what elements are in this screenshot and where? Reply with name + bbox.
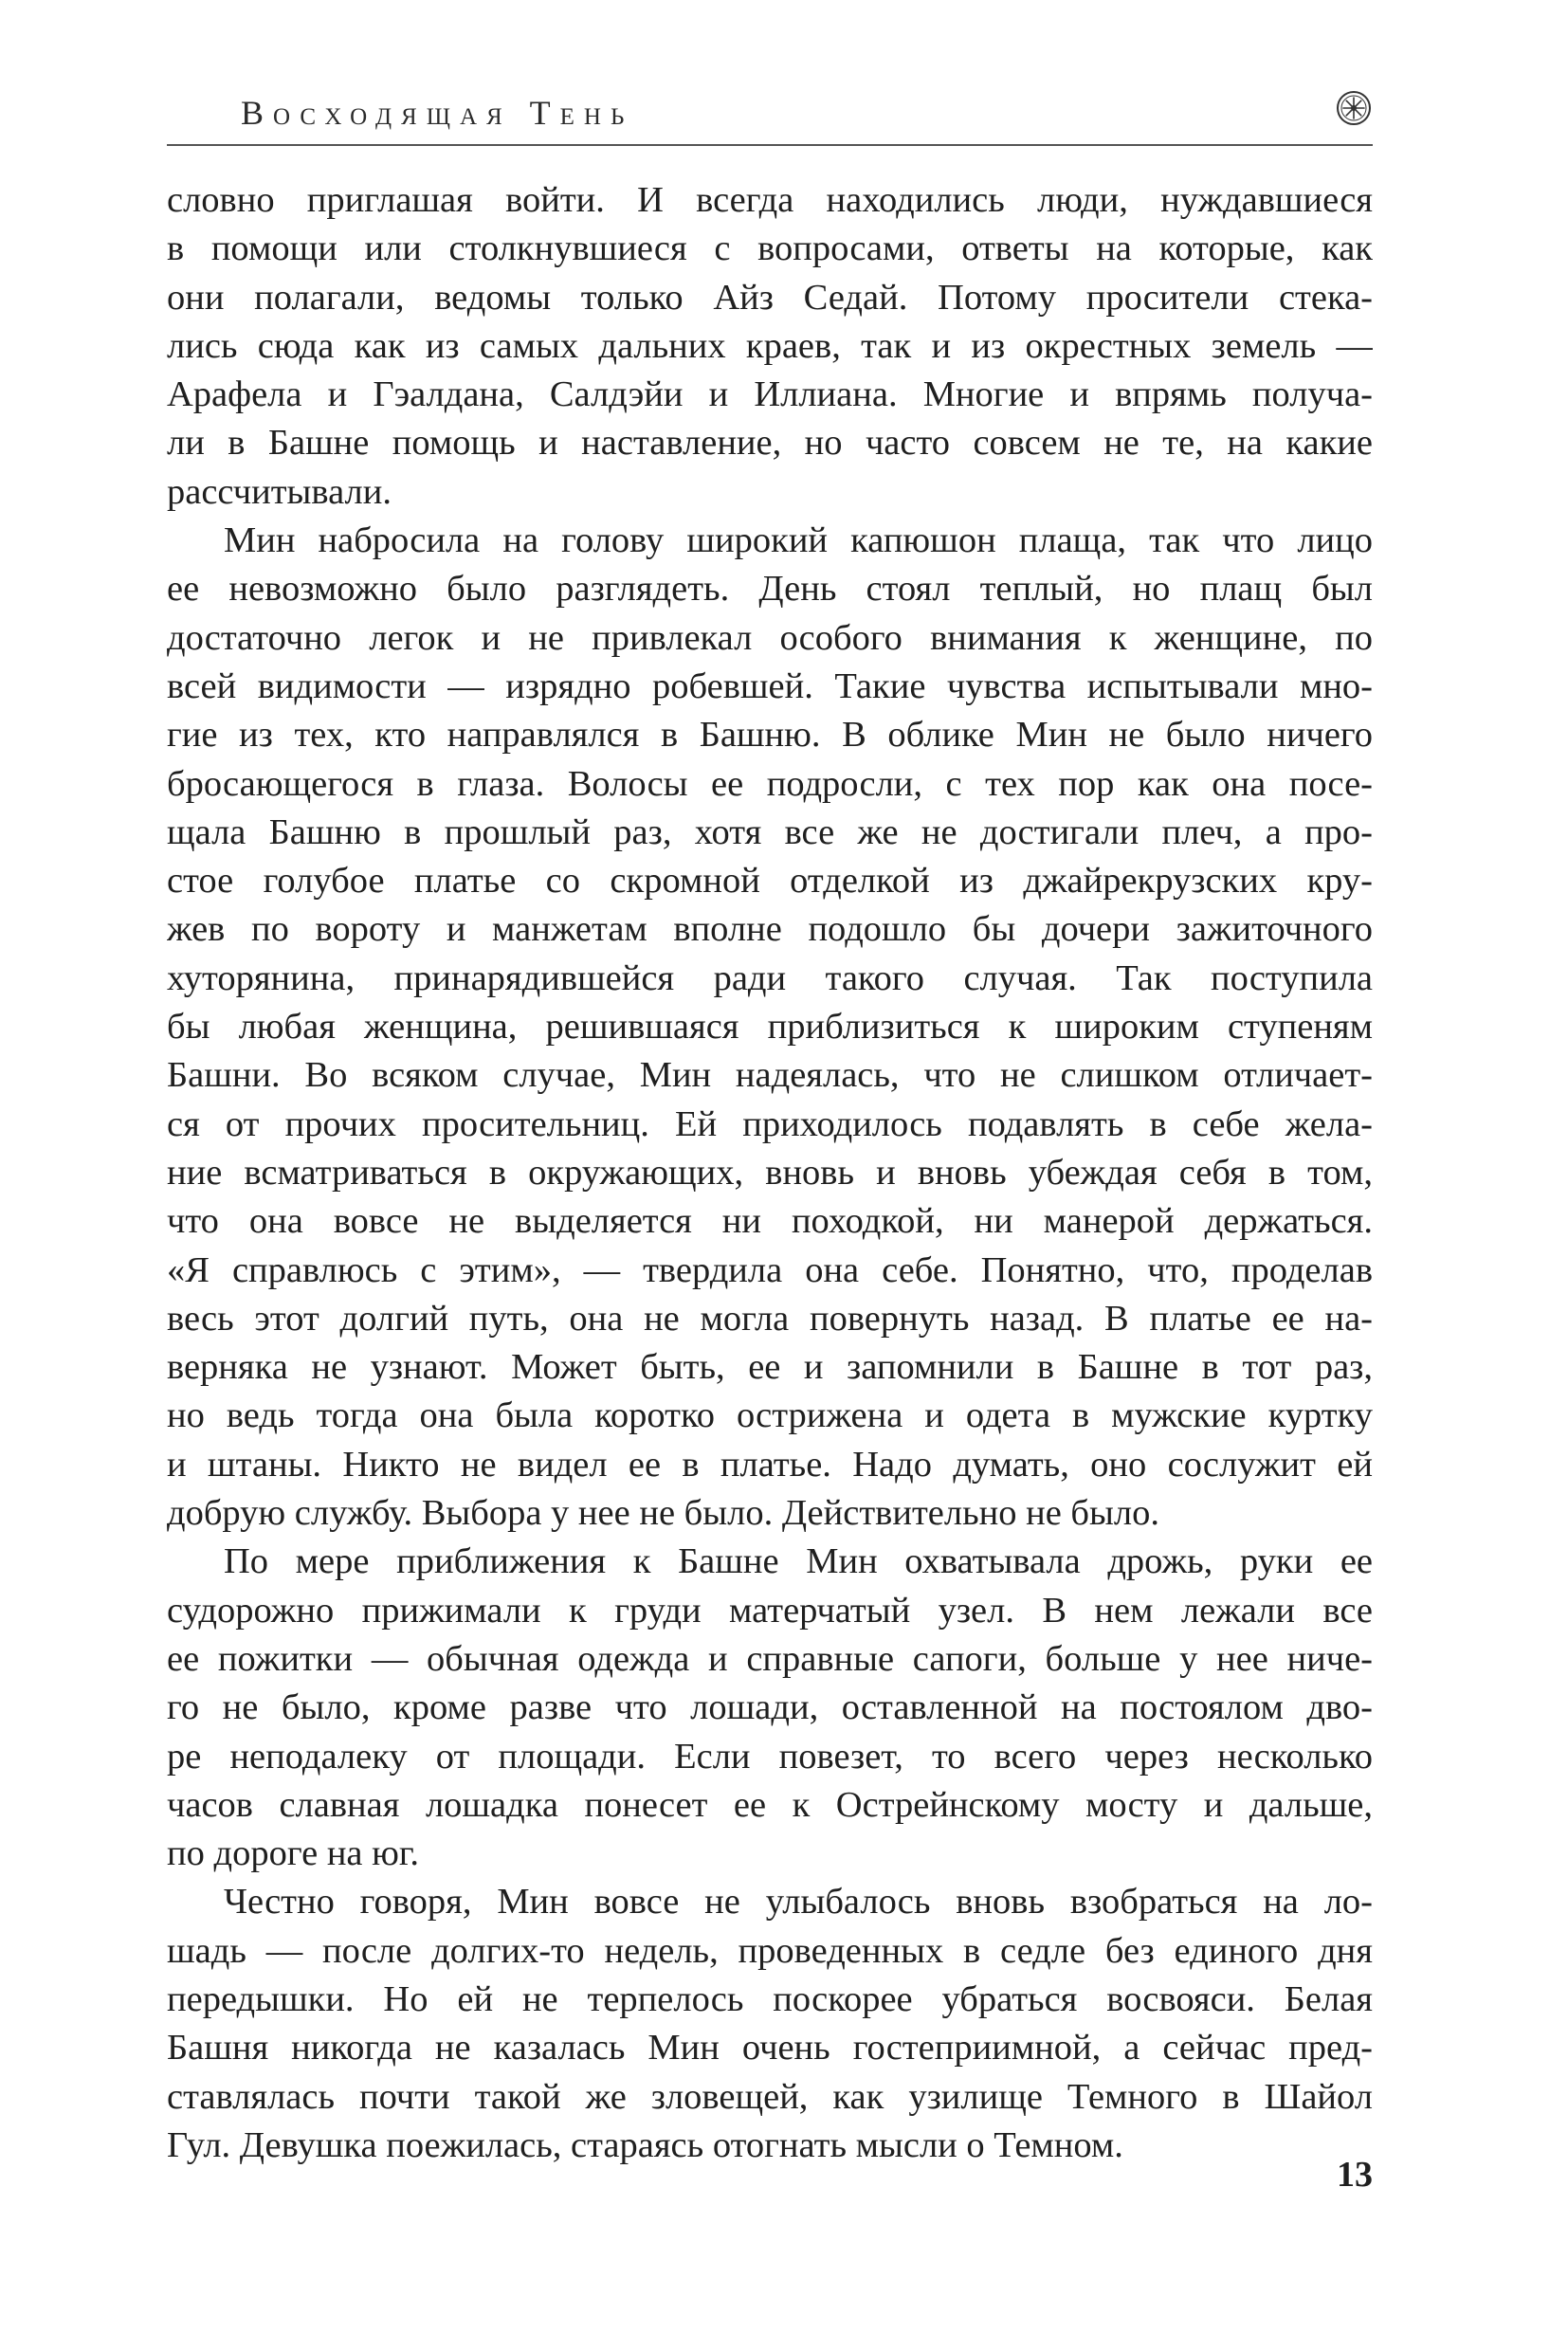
text-line: Башня никогда не казалась Мин очень гостеприимной, а сейчас пред- bbox=[167, 2028, 1373, 2069]
text-line: Честно говоря, Мин вовсе не улыбалось вновь взобраться на ло- bbox=[224, 1882, 1373, 1923]
text-line: ние всматриваться в окружающих, вновь и вновь убеждая себя в том, bbox=[167, 1152, 1373, 1193]
text-line: они полагали, ведомы только Айз Седай. Потому просители стека- bbox=[167, 277, 1373, 318]
text-line: лись сюда как из самых дальних краев, так и из окрестных земель — bbox=[167, 325, 1373, 366]
text-line: ли в Башне помощь и наставление, но часто совсем не те, на какие bbox=[167, 423, 1373, 464]
text-line: судорожно прижимали к груди матерчатый узел. В нем лежали все bbox=[167, 1590, 1373, 1631]
text-line: в помощи или столкнувшиеся с вопросами, ответы на которые, как bbox=[167, 228, 1373, 269]
text-line: хуторянина, принарядившейся ради такого случая. Так поступила bbox=[167, 957, 1373, 998]
running-title: Восходящая Тень bbox=[241, 94, 634, 132]
text-line: но ведь тогда она была коротко острижена и одета в мужские куртку bbox=[167, 1395, 1373, 1436]
body-text bbox=[167, 176, 1373, 2170]
text-line: шадь — после долгих-то недель, проведенных в седле без единого дня bbox=[167, 1930, 1373, 1971]
text-line: и штаны. Никто не видел ее в платье. Надо думать, оно сослужит ей bbox=[167, 1444, 1373, 1485]
running-head bbox=[167, 87, 1373, 144]
text-line: жев по вороту и манжетам вполне подошло бы дочери зажиточного bbox=[167, 909, 1373, 950]
text-line: го не было, кроме разве что лошади, оставленной на постоялом дво- bbox=[167, 1687, 1373, 1728]
header-rule bbox=[167, 144, 1373, 146]
text-line: ре неподалеку от площади. Если повезет, то всего через несколько bbox=[167, 1736, 1373, 1777]
text-line: словно приглашая войти. И всегда находились люди, нуждавшиеся bbox=[167, 180, 1373, 220]
text-line: бросающегося в глаза. Волосы ее подросли, с тех пор как она посе- bbox=[167, 763, 1373, 804]
star-emblem-icon bbox=[1335, 89, 1373, 127]
text-line: весь этот долгий путь, она не могла повернуть назад. В платье ее на- bbox=[167, 1298, 1373, 1339]
text-line: По мере приближения к Башне Мин охватывала дрожь, руки ее bbox=[224, 1541, 1373, 1582]
paragraph bbox=[167, 176, 1373, 517]
text-line: верняка не узнают. Может быть, ее и запомнили в Башне в тот раз, bbox=[167, 1347, 1373, 1388]
paragraph bbox=[167, 517, 1373, 1538]
text-line: ее пожитки — обычная одежда и справные сапоги, больше у нее ниче- bbox=[167, 1638, 1373, 1679]
text-line: щала Башню в прошлый раз, хотя все же не достигали плеч, а про- bbox=[167, 811, 1373, 852]
text-line: Мин набросила на голову широкий капюшон плаща, так что лицо bbox=[224, 520, 1373, 561]
text-line: «Я справлюсь с этим», — твердила она себе. Понятно, что, проделав bbox=[167, 1249, 1373, 1290]
text-line: рассчитывали. bbox=[167, 471, 392, 512]
text-line: Гул. Девушка поежилась, стараясь отогнать мысли о Темном. bbox=[167, 2124, 1123, 2165]
paragraph bbox=[167, 1878, 1373, 2170]
text-line: Арафела и Гэалдана, Салдэйи и Иллиана. Многие и впрямь получа- bbox=[167, 374, 1373, 415]
text-line: достаточно легок и не привлекал особого внимания к женщине, по bbox=[167, 617, 1373, 658]
text-line: часов славная лошадка понесет ее к Острейнскому мосту и дальше, bbox=[167, 1784, 1373, 1825]
text-line: что она вовсе не выделяется ни походкой, ни манерой держаться. bbox=[167, 1201, 1373, 1242]
text-line: ставлялась почти такой же зловещей, как узилище Темного в Шайол bbox=[167, 2076, 1373, 2117]
text-line: добрую службу. Выбора у нее не было. Действительно не было. bbox=[167, 1493, 1159, 1534]
page-number: 13 bbox=[1337, 2155, 1373, 2195]
paragraph bbox=[167, 1538, 1373, 1878]
text-line: передышки. Но ей не терпелось поскорее убраться восвояси. Белая bbox=[167, 1978, 1373, 2019]
text-line: бы любая женщина, решившаяся приблизиться к широким ступеням bbox=[167, 1007, 1373, 1048]
text-line: ся от прочих просительниц. Ей приходилось подавлять в себе жела- bbox=[167, 1103, 1373, 1144]
text-line: Башни. Во всяком случае, Мин надеялась, что не слишком отличает- bbox=[167, 1055, 1373, 1096]
text-line: ее невозможно было разглядеть. День стоял теплый, но плащ был bbox=[167, 569, 1373, 610]
text-line: всей видимости — изрядно робевшей. Такие чувства испытывали мно- bbox=[167, 665, 1373, 706]
text-line: по дороге на юг. bbox=[167, 1833, 419, 1874]
text-line: гие из тех, кто направлялся в Башню. В облике Мин не было ничего bbox=[167, 715, 1373, 756]
text-line: стое голубое платье со скромной отделкой из джайрекрузских кру- bbox=[167, 861, 1373, 902]
